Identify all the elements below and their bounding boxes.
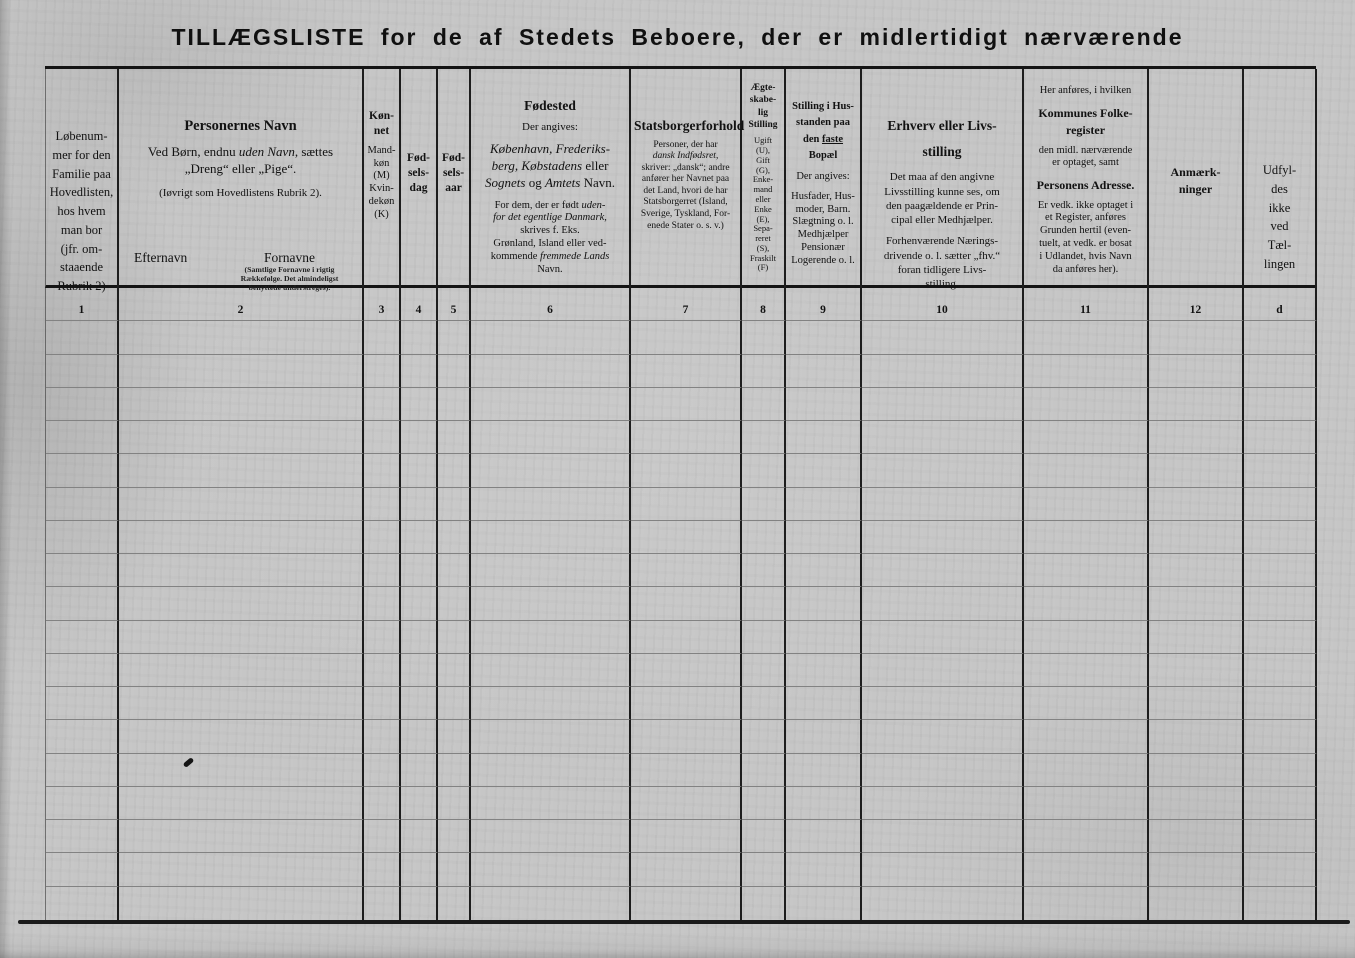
body-cell (46, 321, 119, 354)
body-cell (364, 887, 401, 920)
body-cell (742, 654, 786, 687)
body-cell (1244, 454, 1317, 487)
body-cell (1149, 488, 1244, 521)
body-cell (786, 321, 862, 354)
body-cell (471, 587, 631, 620)
body-cell (1149, 687, 1244, 720)
body-cell (786, 820, 862, 853)
body-cell (471, 820, 631, 853)
body-cell (742, 621, 786, 654)
body-cell (438, 654, 471, 687)
body-cell (862, 787, 1024, 820)
body-cell (119, 887, 364, 920)
body-cell (46, 587, 119, 620)
body-cell (46, 488, 119, 521)
header-text-block: den midl. nærværende er optaget, samt (1038, 144, 1133, 169)
body-cell (631, 820, 742, 853)
body-cell (471, 720, 631, 753)
body-cell (786, 388, 862, 421)
body-cell (1024, 554, 1149, 587)
body-cell (471, 787, 631, 820)
body-cell (401, 853, 438, 886)
body-cell (401, 687, 438, 720)
body-cell (401, 887, 438, 920)
body-cell (438, 853, 471, 886)
header-text-block: Køn- net (369, 110, 394, 137)
body-cell (786, 687, 862, 720)
header-text-block: Det maa af den angivne Livsstilling kunne ses, om den paagældende er Prin- cipal eller Medhjælper. (884, 171, 1000, 227)
body-cell (119, 587, 364, 620)
body-cell (438, 621, 471, 654)
body-cell (438, 820, 471, 853)
column-header-loebenummer (46, 69, 119, 319)
body-cell (862, 587, 1024, 620)
body-cell (438, 355, 471, 388)
column-number: 12 (1189, 303, 1202, 316)
header-text-block: Personernes Navn (184, 118, 297, 134)
body-cell (1244, 687, 1317, 720)
body-cell (1244, 621, 1317, 654)
body-cell (742, 587, 786, 620)
body-cell (742, 488, 786, 521)
body-cell (742, 687, 786, 720)
body-cell (786, 521, 862, 554)
fornavne-label: Fornavne (263, 249, 315, 265)
body-cell (1149, 554, 1244, 587)
body-cell (862, 820, 1024, 853)
column-header-folkeregister (1024, 69, 1149, 319)
body-cell (862, 521, 1024, 554)
body-cell (862, 454, 1024, 487)
body-cell (862, 421, 1024, 454)
body-cell (364, 321, 401, 354)
column-number: 11 (1080, 303, 1091, 316)
body-cell (471, 454, 631, 487)
column-number: 7 (682, 303, 689, 316)
body-cell (1149, 654, 1244, 687)
body-cell (1244, 587, 1317, 620)
column-number: d (1276, 303, 1283, 316)
body-cell (364, 587, 401, 620)
body-cell (438, 754, 471, 787)
body-cell (1244, 321, 1317, 354)
body-cell (364, 754, 401, 787)
header-text-block: Er vedk. ikke optaget i et Register, anføres Grunden hertil (even- tuelt, at vedk. er bosat i Udlandet, hvis Navn da anføres her). (1037, 199, 1134, 275)
body-cell (46, 820, 119, 853)
body-cell (364, 521, 401, 554)
census-table (45, 66, 1316, 920)
body-cell (119, 853, 364, 886)
body-cell (786, 488, 862, 521)
body-cell (862, 621, 1024, 654)
body-cell (119, 554, 364, 587)
body-cell (119, 787, 364, 820)
body-cell (46, 554, 119, 587)
body-cell (1024, 853, 1149, 886)
body-cell (742, 554, 786, 587)
body-cell (119, 421, 364, 454)
column-number: 6 (547, 303, 553, 316)
surname-firstname-labels (122, 250, 359, 303)
body-cell (364, 355, 401, 388)
body-cell (1024, 621, 1149, 654)
body-cell (786, 787, 862, 820)
body-cell (46, 388, 119, 421)
body-cell (786, 554, 862, 587)
body-cell (119, 454, 364, 487)
column-header-koennet (364, 69, 401, 319)
body-cell (119, 355, 364, 388)
body-cell (631, 521, 742, 554)
body-cell (471, 355, 631, 388)
body-cell (46, 887, 119, 920)
column-number: 5 (450, 303, 457, 316)
body-cell (862, 687, 1024, 720)
body-cell (631, 787, 742, 820)
body-cell (364, 654, 401, 687)
body-cell (862, 720, 1024, 753)
header-text-block: For dem, der er født uden- for det egentlige Danmark, skrives f. Eks. Grønland, Island eller ved- kommende fremmede Lands Navn. (490, 199, 610, 275)
body-cell (862, 554, 1024, 587)
body-cell (1149, 887, 1244, 920)
body-cell (786, 621, 862, 654)
body-cell (1244, 887, 1317, 920)
body-cell (471, 488, 631, 521)
body-cell (471, 853, 631, 886)
body-cell (401, 754, 438, 787)
body-cell (786, 754, 862, 787)
header-text-block: Fød- sels- aar (442, 152, 465, 194)
body-cell (862, 355, 1024, 388)
body-cell (1244, 554, 1317, 587)
body-cell (438, 454, 471, 487)
body-cell (742, 388, 786, 421)
body-cell (631, 654, 742, 687)
body-cell (1149, 820, 1244, 853)
body-cell (1244, 820, 1317, 853)
body-cell (119, 820, 364, 853)
header-text-block: Erhverv eller Livs- stilling (887, 118, 997, 159)
body-cell (1149, 521, 1244, 554)
body-cell (119, 621, 364, 654)
header-text-block: Personens Adresse. (1036, 178, 1135, 193)
body-cell (46, 355, 119, 388)
body-cell (1149, 355, 1244, 388)
body-cell (786, 654, 862, 687)
body-cell (742, 521, 786, 554)
body-cell (742, 887, 786, 920)
body-cell (631, 388, 742, 421)
column-number: 4 (415, 303, 422, 316)
body-cell (1149, 621, 1244, 654)
body-cell (438, 488, 471, 521)
column-number: 2 (237, 303, 244, 316)
body-cell (119, 388, 364, 421)
body-cell (46, 754, 119, 787)
body-cell (119, 720, 364, 753)
fornavne-note: (Samtlige Fornavne i rigtig Rækkefølge. Det almindeligst benyttede understreges). (240, 264, 339, 292)
body-cell (631, 853, 742, 886)
body-cell (1024, 488, 1149, 521)
header-text-block: Ved Børn, endnu uden Navn, sættes „Dreng“ eller „Pige“. (147, 144, 334, 177)
body-cell (1024, 687, 1149, 720)
header-text-block: Der angives: (796, 171, 850, 183)
body-cell (401, 654, 438, 687)
body-cell (631, 754, 742, 787)
body-cell (862, 321, 1024, 354)
body-cell (862, 388, 1024, 421)
body-cell (401, 454, 438, 487)
body-cell (438, 521, 471, 554)
body-cell (1244, 355, 1317, 388)
body-cell (401, 321, 438, 354)
body-cell (742, 321, 786, 354)
body-cell (364, 687, 401, 720)
body-cell (471, 321, 631, 354)
body-cell (786, 587, 862, 620)
body-cell (1149, 388, 1244, 421)
body-cell (364, 853, 401, 886)
body-cell (742, 787, 786, 820)
body-cell (1244, 720, 1317, 753)
body-cell (1149, 321, 1244, 354)
body-cell (401, 720, 438, 753)
body-cell (742, 820, 786, 853)
header-text-block: København, Frederiks- berg, Købstadens eller Sognets og Amtets Navn. (484, 140, 615, 190)
body-cell (1024, 421, 1149, 454)
body-cell (46, 720, 119, 753)
header-text-block: Fød- sels- dag (407, 152, 430, 194)
body-cell (1024, 454, 1149, 487)
header-text-block: Ægte- skabe- lig Stilling (748, 83, 778, 131)
body-cell (631, 621, 742, 654)
body-cell (401, 787, 438, 820)
column-number: 10 (936, 303, 948, 316)
header-text-block: Anmærk- ninger (1170, 164, 1221, 197)
body-cell (471, 554, 631, 587)
body-cell (1244, 521, 1317, 554)
body-cell (364, 621, 401, 654)
body-cell (786, 421, 862, 454)
column-header-foedselsaar (438, 69, 471, 319)
body-cell (862, 754, 1024, 787)
body-cell (471, 421, 631, 454)
body-cell (786, 355, 862, 388)
body-cell (1024, 355, 1149, 388)
body-cell (1024, 388, 1149, 421)
column-header-foedselsdag (401, 69, 438, 319)
body-cell (119, 654, 364, 687)
header-text-block: Løbenum- mer for den Familie paa Hovedlisten, hos hvem man bor (jfr. om- staaende Rubrik 2) (49, 129, 114, 293)
body-cell (438, 720, 471, 753)
body-cell (46, 853, 119, 886)
body-cell (1149, 853, 1244, 886)
body-cell (862, 488, 1024, 521)
body-cell (1244, 488, 1317, 521)
body-cell (364, 787, 401, 820)
body-cell (1024, 720, 1149, 753)
header-text-block: (Iøvrigt som Hovedlistens Rubrik 2). (159, 186, 322, 199)
body-cell (46, 521, 119, 554)
header-text-block: Personer, der har dansk Indfødsret, skriver: „dansk“; andre anfører her Navnet paa det Land, hvori de har Statsborgerret (Island, Sverige, Tyskland, For- enede Stater o. s. v.) (640, 139, 731, 231)
column-number: 8 (760, 303, 766, 316)
body-cell (438, 554, 471, 587)
body-cell (438, 687, 471, 720)
body-cell (46, 787, 119, 820)
body-cell (862, 853, 1024, 886)
header-text-block: Ugift (U), Gift (G), Enke- mand eller Enke (E), Sepa- reret (S), Fraskilt (F) (750, 135, 776, 273)
body-cell (471, 687, 631, 720)
body-cell (1024, 754, 1149, 787)
body-cell (364, 421, 401, 454)
body-cell (364, 388, 401, 421)
body-cell (401, 488, 438, 521)
body-cell (119, 521, 364, 554)
body-cell (438, 321, 471, 354)
body-cell (471, 887, 631, 920)
body-cell (401, 587, 438, 620)
body-cell (631, 454, 742, 487)
body-cell (364, 720, 401, 753)
body-cell (631, 321, 742, 354)
body-cell (471, 754, 631, 787)
body-cell (401, 521, 438, 554)
body-cell (401, 355, 438, 388)
body-cell (438, 587, 471, 620)
body-cell (786, 454, 862, 487)
body-cell (786, 720, 862, 753)
body-cell (438, 421, 471, 454)
body-cell (631, 554, 742, 587)
body-cell (1024, 887, 1149, 920)
body-cell (471, 621, 631, 654)
header-text-block: Der angives: (522, 120, 578, 133)
efternavn-label: Efternavn (134, 249, 188, 265)
header-text-block: Udfyl- des ikke ved Tæl- lingen (1262, 163, 1297, 271)
body-cell (1024, 654, 1149, 687)
body-cell (862, 887, 1024, 920)
body-cell (1149, 587, 1244, 620)
body-cell (119, 687, 364, 720)
body-cell (1024, 820, 1149, 853)
header-text-block: Mand- køn (M) Kvin- dekøn (K) (367, 144, 396, 220)
column-number: 1 (78, 303, 85, 316)
body-cell (471, 654, 631, 687)
body-cell (46, 454, 119, 487)
body-cell (862, 654, 1024, 687)
column-header-stilling_husstanden (786, 69, 862, 319)
table-body (45, 288, 1316, 920)
body-cell (401, 621, 438, 654)
body-cell (401, 421, 438, 454)
body-cell (786, 887, 862, 920)
body-cell (364, 488, 401, 521)
body-cell (742, 454, 786, 487)
column-number: 9 (820, 303, 826, 316)
table-bottom-rule (18, 920, 1350, 924)
column-header-statsborgerforhold (631, 69, 745, 319)
body-cell (631, 488, 742, 521)
body-cell (46, 621, 119, 654)
body-cell (1244, 388, 1317, 421)
body-cell (1024, 587, 1149, 620)
body-cell (1244, 787, 1317, 820)
header-text-block: Husfader, Hus- moder, Barn. Slægtning o. l. Medhjælper Pensionær Logerende o. l. (791, 190, 855, 266)
body-cell (119, 321, 364, 354)
body-cell (1244, 421, 1317, 454)
header-text-block: Her anføres, i hvilken (1039, 85, 1132, 96)
body-cell (471, 388, 631, 421)
body-cell (46, 421, 119, 454)
body-cell (631, 887, 742, 920)
body-cell (1024, 787, 1149, 820)
body-cell (401, 554, 438, 587)
table-header (45, 69, 1316, 316)
body-cell (46, 654, 119, 687)
column-header-aegteskabelig (742, 69, 786, 319)
body-cell (364, 454, 401, 487)
body-cell (1024, 321, 1149, 354)
body-cell (1244, 654, 1317, 687)
column-header-foedested (471, 69, 631, 319)
body-cell (438, 887, 471, 920)
body-cell (631, 421, 742, 454)
body-cell (119, 754, 364, 787)
body-cell (438, 388, 471, 421)
body-cell (631, 720, 742, 753)
form-title: TILLÆGSLISTE for de af Stedets Beboere, der er midlertidigt nærværende (171, 24, 1184, 50)
column-header-navn (119, 69, 364, 319)
body-cell (1149, 754, 1244, 787)
body-cell (742, 754, 786, 787)
body-cell (786, 853, 862, 886)
header-text-block: Fødested (524, 98, 576, 113)
body-cell (1149, 787, 1244, 820)
body-cell (1149, 421, 1244, 454)
body-cell (1024, 521, 1149, 554)
header-text-block: Forhenværende Nærings- drivende o. l. sætter „fhv.“ foran tidligere Livs- stilling. (883, 235, 1001, 291)
body-cell (1244, 754, 1317, 787)
body-cell (1244, 853, 1317, 886)
body-cell (471, 521, 631, 554)
body-cell (438, 787, 471, 820)
body-cell (1149, 454, 1244, 487)
body-cell (631, 687, 742, 720)
body-cell (631, 355, 742, 388)
column-header-udfyldes_ikke (1244, 69, 1317, 319)
body-cell (364, 820, 401, 853)
body-cell (742, 853, 786, 886)
body-cell (742, 355, 786, 388)
column-header-anmaerkninger (1149, 69, 1244, 319)
header-text-block: Statsborgerforhold (634, 118, 745, 133)
body-cell (742, 720, 786, 753)
header-text-block: Stilling i Hus- standen paa den faste Bopæl (792, 101, 854, 161)
body-cell (119, 488, 364, 521)
column-header-erhverv (862, 69, 1024, 319)
body-cell (401, 388, 438, 421)
body-cell (401, 820, 438, 853)
header-text-block: Kommunes Folke- register (1038, 105, 1133, 138)
column-number: 3 (378, 303, 385, 316)
body-cell (1149, 720, 1244, 753)
body-cell (742, 421, 786, 454)
body-cell (46, 687, 119, 720)
body-cell (631, 587, 742, 620)
body-cell (364, 554, 401, 587)
